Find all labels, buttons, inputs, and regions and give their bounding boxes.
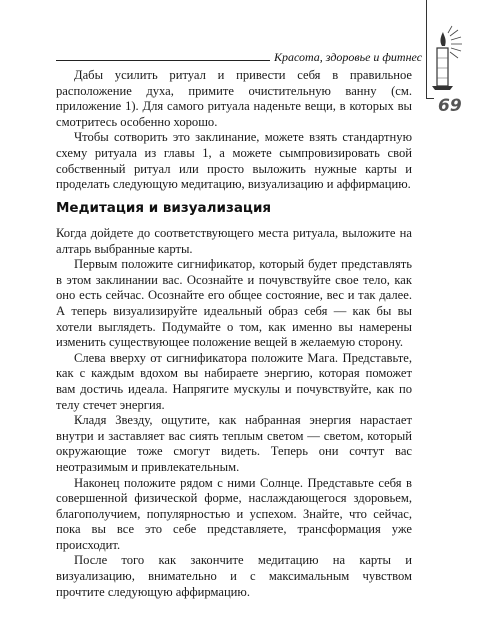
header-rule bbox=[56, 60, 270, 61]
paragraph: Первым положите сигнификатор, который будет представлять в этом заклинании вас. Осознайте и почувствуйте свое тело, как оно есть сейчас. Осознайте его общее состояние, вес и так далее. А теперь визуализируйте идеальный образ себя — как бы вы хотели выглядеть. Подумайте о том, как именно вы намерены изменить существующее положение вещей в желаемую сторону. bbox=[56, 257, 412, 350]
paragraph: Когда дойдете до соответствующего места ритуала, выложите на алтарь выбранные карты. bbox=[56, 226, 412, 256]
page-number-tab bbox=[426, 98, 434, 99]
page-number: 69 bbox=[438, 96, 462, 116]
intro-text bbox=[56, 68, 412, 193]
margin-rule bbox=[426, 0, 427, 98]
paragraph: Слева вверху от сигнификатора положите Мага. Представьте, как с каждым вдохом вы набираете энергию, которая поможет вам достичь идеала. Напрягите мускулы и почувствуйте, как по телу стечет энергия. bbox=[56, 350, 412, 412]
section-heading: Медитация и визуализация bbox=[56, 200, 272, 216]
running-head: Красота, здоровье и фитнес bbox=[274, 50, 423, 64]
paragraph: Наконец положите рядом с ними Солнце. Представьте себя в совершенной физической форме, наслаждающегося здоровьем, благополучием, популярностью и успехом. Знайте, что сейчас, пока вы все это себе представляете, трансформация уже происходит. bbox=[56, 475, 412, 552]
paragraph: Кладя Звезду, ощутите, как набранная энергия нарастает внутри и заставляет вас сиять теплым светом — светом, который окружающие тоже смогут видеть. Теперь они сочтут вас неотразимым и привлекательным. bbox=[56, 413, 412, 474]
candle-icon bbox=[428, 24, 468, 94]
paragraph: После того как закончите медитацию на карты и визуализацию, внимательно и с максимальным чувством прочтите следующую аффирмацию. bbox=[56, 553, 412, 599]
meditation-text bbox=[56, 226, 412, 600]
paragraph: Чтобы сотворить это заклинание, можете взять стандартную схему ритуала из главы 1, а можете сымпровизировать свой собственный ритуал или просто выложить нужные карты и проделать следующую медитацию, визуализацию и аффирмацию. bbox=[56, 130, 412, 192]
paragraph: Дабы усилить ритуал и привести себя в правильное расположение духа, примите очистительную ванну (см. приложение 1). Для самого ритуала наденьте вещи, в которых вы смотритесь особенно хорошо. bbox=[56, 68, 412, 129]
